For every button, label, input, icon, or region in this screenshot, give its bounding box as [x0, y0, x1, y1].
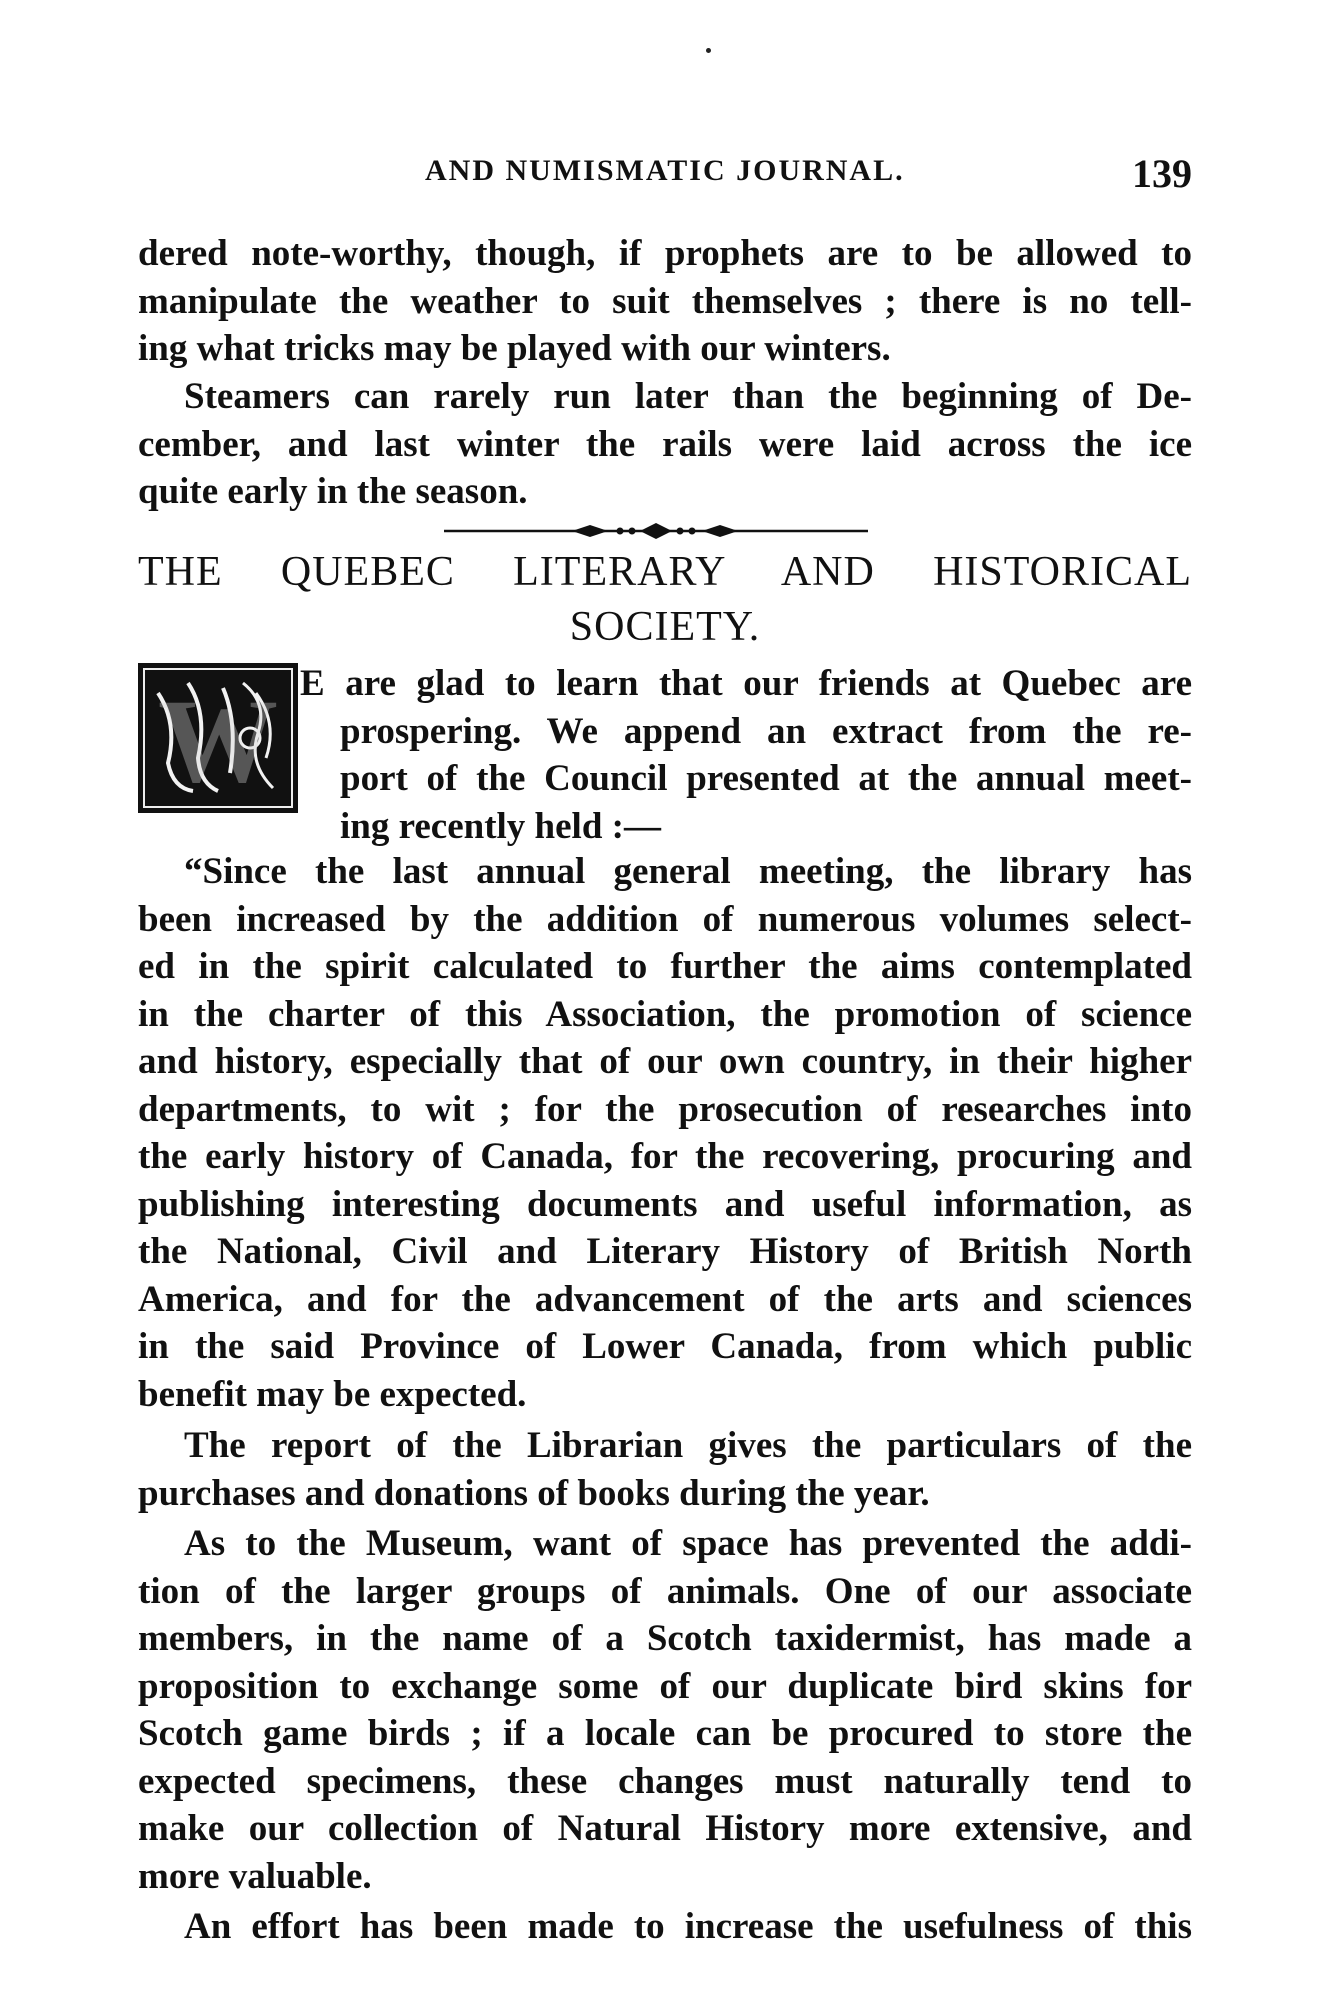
decorative-dropcap [138, 663, 298, 813]
steamers-paragraph [138, 373, 1192, 516]
text-line: in the charter of this Association, the promotion of science [138, 993, 1192, 1035]
text-line: make our collection of Natural History more extensive, and [138, 1808, 1192, 1849]
article-heading-continued: SOCIETY. [569, 604, 761, 650]
text-line: E are glad to learn that our friends at Quebec are [300, 663, 1192, 704]
text-line: As to the Museum, want of space has prevented the addi- [184, 1523, 1192, 1564]
text-line: the early history of Canada, for the recovering, procuring and [138, 1136, 1192, 1177]
text-line: departments, to wit ; for the prosecution of researches into [138, 1088, 1192, 1130]
text-line: more valuable. [138, 1855, 372, 1897]
text-line: America, and for the advancement of the arts and sciences [138, 1278, 1192, 1320]
page-number: 139 [1132, 151, 1192, 196]
effort-paragraph [138, 1903, 1192, 1951]
report-paragraph [138, 848, 1192, 1418]
print-speck [706, 48, 711, 53]
text-line: members, in the name of a Scotch taxidermist, has made a [138, 1618, 1192, 1659]
running-title: AND NUMISMATIC JOURNAL. [425, 154, 905, 187]
text-line: cember, and last winter the rails were laid across the ice [138, 423, 1192, 465]
text-line: Steamers can rarely run later than the beginning of De- [184, 376, 1192, 417]
running-head [140, 151, 1192, 196]
text-line: benefit may be expected. [138, 1373, 527, 1415]
article-heading: THE QUEBEC LITERARY AND HISTORICAL [138, 549, 1192, 595]
text-line: and history, especially that of our own country, in their higher [138, 1041, 1192, 1082]
text-line: ing recently held :— [340, 805, 661, 847]
ornamental-rule [444, 522, 868, 540]
intro-paragraph [300, 660, 1192, 850]
text-line: prospering. We append an extract from the re- [340, 710, 1192, 752]
museum-paragraph [138, 1520, 1192, 1900]
text-line: ing what tricks may be played with our winters. [138, 328, 891, 369]
text-line: Scotch game birds ; if a locale can be procured to store the [138, 1713, 1192, 1754]
text-line: tion of the larger groups of animals. One of our associate [138, 1570, 1192, 1612]
text-line: dered note-worthy, though, if prophets are to be allowed to [138, 233, 1192, 274]
text-line: manipulate the weather to suit themselves ; there is no tell- [138, 280, 1192, 322]
librarian-paragraph [138, 1422, 1192, 1517]
text-line: quite early in the season. [138, 471, 528, 512]
text-line: purchases and donations of books during the year. [138, 1472, 930, 1514]
text-line: the National, Civil and Literary History of British North [138, 1231, 1192, 1272]
text-line: The report of the Librarian gives the particulars of the [184, 1425, 1192, 1466]
text-line: expected specimens, these changes must naturally tend to [138, 1760, 1192, 1802]
text-line: port of the Council presented at the annual meet- [340, 758, 1192, 799]
text-line: publishing interesting documents and useful information, as [138, 1183, 1192, 1225]
text-line: An effort has been made to increase the usefulness of this [184, 1906, 1192, 1947]
text-line: “Since the last annual general meeting, the library has [184, 851, 1192, 892]
text-line: proposition to exchange some of our duplicate bird skins for [138, 1665, 1192, 1707]
text-line: ed in the spirit calculated to further the aims contemplated [138, 946, 1192, 987]
text-line: been increased by the addition of numerous volumes select- [138, 898, 1192, 940]
continuation-paragraph [138, 230, 1192, 373]
dropcap-letter: W [158, 674, 278, 807]
text-line: in the said Province of Lower Canada, from which public [138, 1326, 1192, 1367]
